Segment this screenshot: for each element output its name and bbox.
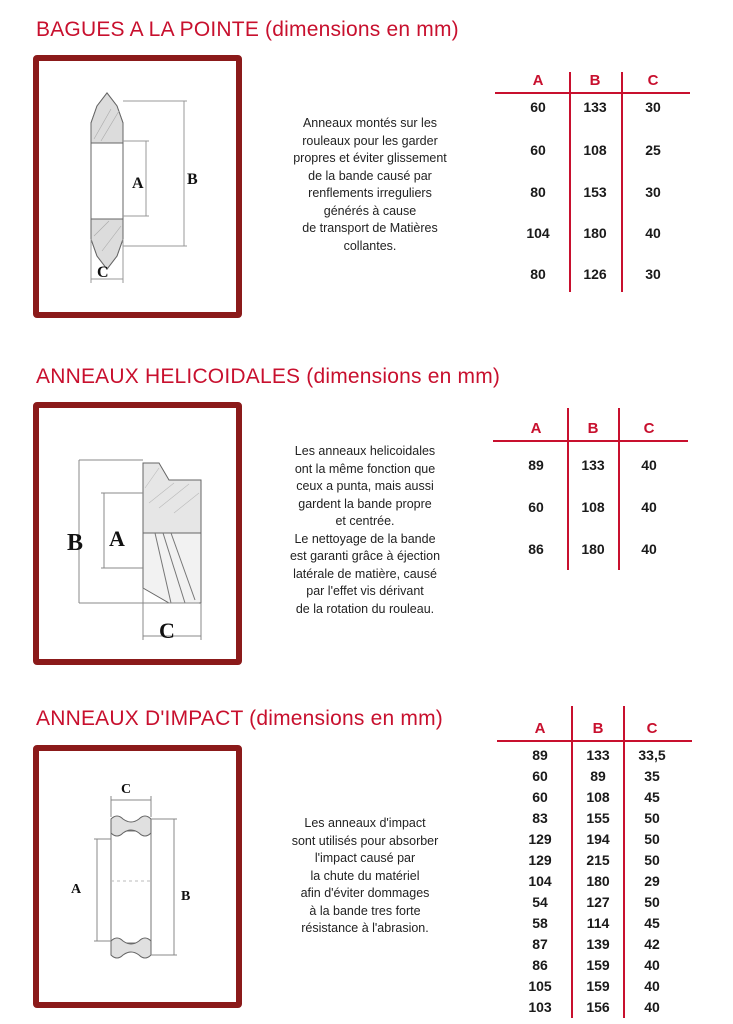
- table-header-rule: [493, 440, 688, 442]
- column-header-b: B: [592, 720, 604, 737]
- table-cell: 60: [530, 142, 546, 158]
- table-cell: 180: [583, 225, 607, 241]
- description-helicoidales: [265, 443, 465, 618]
- dim-label-b: B: [181, 889, 191, 904]
- table-cell: 60: [532, 768, 548, 784]
- table-cell: 180: [586, 873, 610, 889]
- table-cell: 114: [586, 915, 610, 931]
- description-line: propres et éviter glissement: [293, 151, 447, 165]
- table-cell: 105: [528, 978, 552, 994]
- table-cell: 50: [644, 894, 660, 910]
- table-cell: 50: [644, 852, 660, 868]
- table-cell: 50: [644, 810, 660, 826]
- description-line: de la rotation du rouleau.: [295, 601, 435, 616]
- anneau-impact-diagram: [39, 751, 236, 1002]
- table-cell: 33,5: [638, 747, 666, 763]
- description-line: générés à cause: [323, 203, 417, 218]
- table-cell: 40: [644, 978, 660, 994]
- table-cell: 40: [645, 225, 661, 241]
- dim-label-c: C: [121, 782, 132, 797]
- description-line: la chute du matériel: [310, 868, 420, 883]
- bague-pointe-diagram: [39, 61, 236, 312]
- section-title-bagues: BAGUES A LA POINTE (dimensions en mm): [36, 18, 459, 41]
- table-cell: 133: [581, 457, 605, 473]
- table-cell: 126: [583, 266, 607, 282]
- table-cell: 139: [586, 936, 610, 952]
- description-line: ont la même fonction que: [294, 461, 436, 476]
- table-cell: 86: [528, 541, 544, 557]
- table-cell: 80: [530, 184, 546, 200]
- description-line: latérale de matière, causé: [293, 566, 437, 581]
- description-line: collantes.: [343, 238, 397, 253]
- description-line: afin d'éviter dommages: [300, 886, 430, 900]
- dim-label-a: A: [71, 882, 82, 897]
- table-cell: 155: [586, 810, 610, 826]
- column-header-a: A: [530, 420, 542, 437]
- table-cell: 194: [586, 831, 610, 847]
- table-cell: 83: [532, 810, 548, 826]
- table-cell: 60: [532, 789, 548, 805]
- table-cell: 30: [645, 266, 661, 282]
- diagram-frame-impact: [33, 745, 242, 1008]
- description-line: Les anneaux helicoidales: [294, 444, 436, 458]
- table-cell: 133: [586, 747, 610, 763]
- description-line: à la bande tres forte: [309, 903, 421, 918]
- column-header-b: B: [589, 72, 601, 89]
- table-cell: 30: [645, 99, 661, 115]
- description-line: de transport de Matières: [302, 221, 438, 235]
- dim-label-a: A: [109, 526, 125, 551]
- table-header-rule: [497, 740, 692, 742]
- diagram-frame-bagues: [33, 55, 242, 318]
- dim-label-c: C: [159, 618, 175, 643]
- description-line: et centrée.: [335, 514, 395, 528]
- column-header-b: B: [587, 420, 599, 437]
- column-header-a: A: [534, 720, 546, 737]
- table-cell: 103: [528, 999, 552, 1015]
- dim-label-a: A: [132, 175, 144, 192]
- anneau-helicoidal-diagram: [39, 408, 236, 659]
- table-cell: 159: [586, 978, 610, 994]
- column-header-c: C: [647, 72, 659, 89]
- table-cell: 129: [528, 852, 552, 868]
- section-title-helicoidales: ANNEAUX HELICOIDALES (dimensions en mm): [36, 365, 501, 388]
- description-line: gardent la bande propre: [298, 496, 432, 511]
- table-cell: 60: [530, 99, 546, 115]
- table-cell: 40: [644, 999, 660, 1015]
- table-cell: 54: [532, 894, 548, 910]
- table-cell: 45: [644, 915, 660, 931]
- description-line: de la bande causé par: [308, 168, 432, 183]
- description-line: Le nettoyage de la bande: [294, 531, 436, 546]
- table-cell: 129: [528, 831, 552, 847]
- table-cell: 133: [583, 99, 607, 115]
- table-column-rule: [623, 706, 625, 1018]
- table-cell: 40: [644, 957, 660, 973]
- table-column-rule: [618, 408, 620, 570]
- table-column-rule: [621, 72, 623, 292]
- table-cell: 87: [532, 936, 548, 952]
- table-cell: 25: [645, 142, 661, 158]
- table-cell: 156: [586, 999, 610, 1015]
- table-cell: 108: [583, 142, 607, 158]
- table-cell: 180: [581, 541, 605, 557]
- table-cell: 45: [644, 789, 660, 805]
- description-line: sont utilisés pour absorber: [291, 833, 439, 848]
- description-line: ceux a punta, mais aussi: [296, 479, 434, 493]
- table-cell: 108: [586, 789, 610, 805]
- table-cell: 215: [586, 852, 610, 868]
- description-line: Les anneaux d'impact: [304, 816, 426, 830]
- description-line: l'impact causé par: [314, 851, 416, 865]
- table-cell: 40: [641, 499, 657, 515]
- table-cell: 104: [526, 225, 550, 241]
- column-header-c: C: [643, 420, 655, 437]
- dim-label-b: B: [187, 171, 198, 188]
- dim-label-c: C: [97, 264, 109, 281]
- dimensions-table-impact: [497, 720, 692, 1020]
- table-cell: 159: [586, 957, 610, 973]
- table-cell: 89: [590, 768, 606, 784]
- dimensions-table-helicoidales: [493, 420, 688, 570]
- table-cell: 104: [528, 873, 552, 889]
- table-cell: 86: [532, 957, 548, 973]
- description-line: rouleaux pour les garder: [302, 133, 438, 148]
- description-line: Anneaux montés sur les: [302, 116, 438, 130]
- column-header-c: C: [646, 720, 658, 737]
- table-cell: 60: [528, 499, 544, 515]
- table-cell: 89: [532, 747, 548, 763]
- diagram-frame-helicoidales: [33, 402, 242, 665]
- table-header-rule: [495, 92, 690, 94]
- column-header-a: A: [532, 72, 544, 89]
- table-cell: 80: [530, 266, 546, 282]
- description-line: est garanti grâce à éjection: [289, 549, 441, 563]
- table-cell: 108: [581, 499, 605, 515]
- description-line: par l'effet vis dérivant: [306, 584, 424, 598]
- dim-label-b: B: [67, 530, 84, 556]
- description-line: renflements irreguliers: [308, 186, 432, 200]
- table-cell: 35: [644, 768, 660, 784]
- table-cell: 50: [644, 831, 660, 847]
- table-cell: 30: [645, 184, 661, 200]
- description-impact: [265, 815, 465, 938]
- dimensions-table-bagues: [495, 72, 690, 292]
- description-line: résistance à l'abrasion.: [301, 921, 429, 935]
- table-cell: 42: [644, 936, 660, 952]
- table-cell: 153: [583, 184, 607, 200]
- table-cell: 89: [528, 457, 544, 473]
- table-cell: 40: [641, 457, 657, 473]
- table-cell: 40: [641, 541, 657, 557]
- table-cell: 58: [532, 915, 548, 931]
- section-title-impact: ANNEAUX D'IMPACT (dimensions en mm): [36, 707, 443, 730]
- table-cell: 29: [644, 873, 660, 889]
- table-cell: 127: [586, 894, 610, 910]
- description-bagues: [270, 115, 470, 255]
